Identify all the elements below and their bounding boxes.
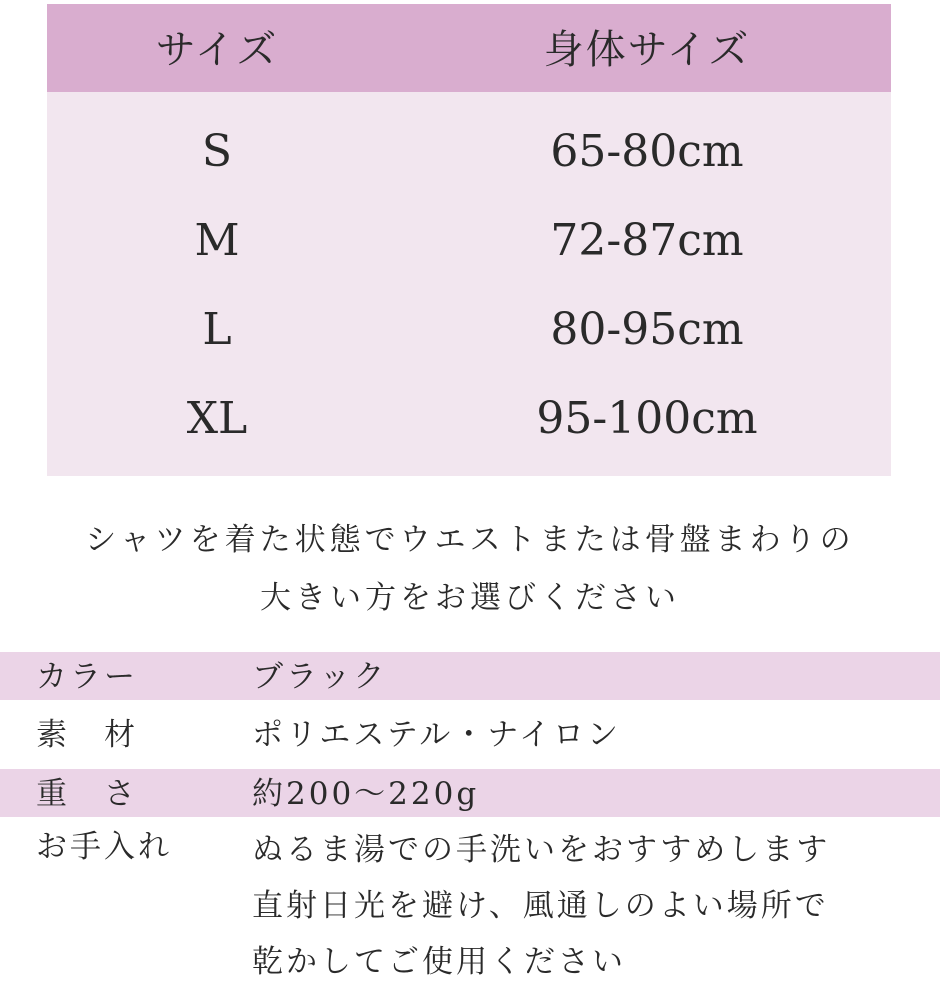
spec-label: カラー — [36, 659, 138, 695]
header-size: サイズ — [155, 27, 279, 73]
care-line: ぬるま湯での手洗いをおすすめします — [252, 832, 831, 868]
size-row-l — [47, 286, 891, 374]
spec-value: ブラック — [252, 659, 388, 695]
size-label: M — [194, 215, 240, 266]
size-table-header — [47, 4, 891, 92]
size-note-line-1: シャツを着た状態でウエストまたは骨盤まわりの — [85, 522, 855, 558]
size-label: XL — [186, 393, 248, 444]
size-range: 80-95cm — [550, 304, 744, 355]
care-line: 乾かしてご使用ください — [252, 944, 626, 980]
size-label: S — [201, 126, 233, 177]
size-range: 72-87cm — [550, 215, 744, 266]
spec-value-care — [252, 822, 830, 990]
size-row-xl — [47, 375, 891, 463]
size-range: 65-80cm — [550, 126, 744, 177]
spec-value: 約200～220g — [252, 776, 480, 812]
spec-row-highlight — [0, 652, 940, 700]
spec-label: 素 材 — [36, 717, 138, 753]
size-label: L — [202, 304, 232, 355]
spec-value: ポリエステル・ナイロン — [252, 717, 622, 753]
size-note-line-2: 大きい方をお選びください — [260, 580, 680, 616]
size-table — [47, 4, 891, 476]
size-row-m — [47, 197, 891, 285]
size-range: 95-100cm — [536, 393, 758, 444]
spec-label: 重 さ — [36, 776, 138, 812]
size-row-s — [47, 108, 891, 196]
header-body-size: 身体サイズ — [543, 27, 751, 73]
care-line: 直射日光を避け、風通しのよい場所で — [252, 888, 829, 924]
spec-label: お手入れ — [36, 829, 172, 865]
